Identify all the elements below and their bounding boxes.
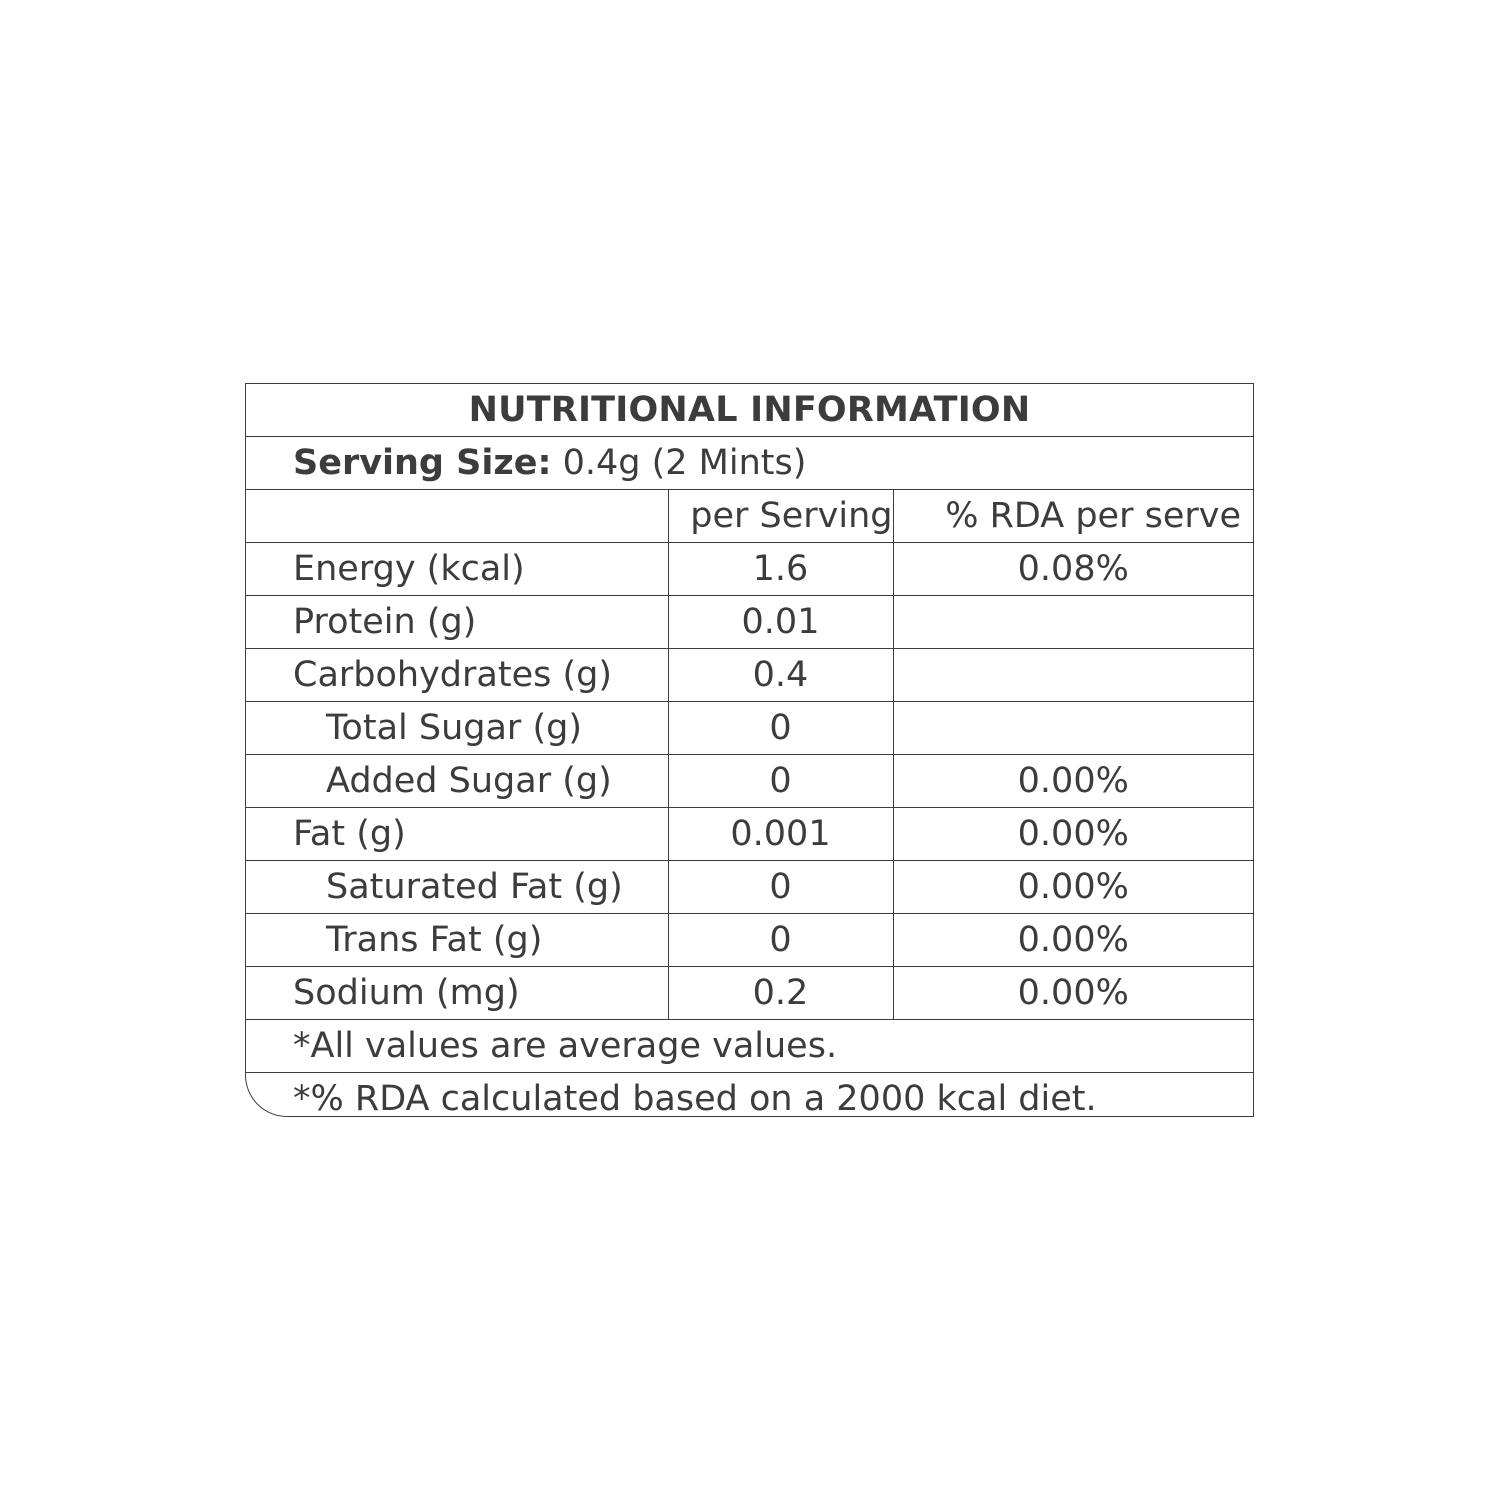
rda-value: 0.00% (893, 967, 1253, 1020)
rda-value (893, 649, 1253, 702)
nutrition-table (246, 384, 1253, 1117)
column-header-row (246, 490, 1253, 543)
rda-value: 0.08% (893, 543, 1253, 596)
nutrient-name: Protein (g) (246, 596, 668, 649)
table-row (246, 967, 1253, 1020)
nutrient-name: Trans Fat (g) (246, 914, 668, 967)
rda-value: 0.00% (893, 808, 1253, 861)
table-row (246, 543, 1253, 596)
table-row (246, 755, 1253, 808)
column-header-empty (246, 490, 668, 543)
rda-value (893, 596, 1253, 649)
nutrient-name: Carbohydrates (g) (246, 649, 668, 702)
nutrient-name: Energy (kcal) (246, 543, 668, 596)
table-row (246, 914, 1253, 967)
per-serving-value: 0.001 (668, 808, 893, 861)
per-serving-value: 0.2 (668, 967, 893, 1020)
serving-size (246, 437, 1253, 490)
per-serving-value: 0.01 (668, 596, 893, 649)
table-row (246, 861, 1253, 914)
table-row (246, 702, 1253, 755)
per-serving-value: 0 (668, 861, 893, 914)
rda-value: 0.00% (893, 755, 1253, 808)
nutrition-label (245, 383, 1254, 1117)
table-row (246, 808, 1253, 861)
title-row (246, 384, 1253, 437)
column-header-rda: % RDA per serve (893, 490, 1253, 543)
serving-size-value: 0.4g (2 Mints) (562, 442, 807, 483)
per-serving-value: 1.6 (668, 543, 893, 596)
nutrient-name: Saturated Fat (g) (246, 861, 668, 914)
label-title: NUTRITIONAL INFORMATION (468, 389, 1031, 430)
per-serving-value: 0.4 (668, 649, 893, 702)
serving-size-row (246, 437, 1253, 490)
nutrient-name: Sodium (mg) (246, 967, 668, 1020)
column-header-per-serving: per Serving (668, 490, 893, 543)
rda-value: 0.00% (893, 861, 1253, 914)
rda-value (893, 702, 1253, 755)
footnote-rda-basis: *% RDA calculated based on a 2000 kcal diet. (246, 1073, 1253, 1118)
nutrient-name: Fat (g) (246, 808, 668, 861)
table-row (246, 649, 1253, 702)
nutrient-name: Total Sugar (g) (246, 702, 668, 755)
table-row (246, 596, 1253, 649)
per-serving-value: 0 (668, 702, 893, 755)
footnote-average-values: *All values are average values. (246, 1020, 1253, 1073)
per-serving-value: 0 (668, 914, 893, 967)
footnote-row (246, 1073, 1253, 1118)
rda-value: 0.00% (893, 914, 1253, 967)
serving-size-label: Serving Size: (293, 442, 552, 483)
per-serving-value: 0 (668, 755, 893, 808)
footnote-row (246, 1020, 1253, 1073)
nutrient-name: Added Sugar (g) (246, 755, 668, 808)
